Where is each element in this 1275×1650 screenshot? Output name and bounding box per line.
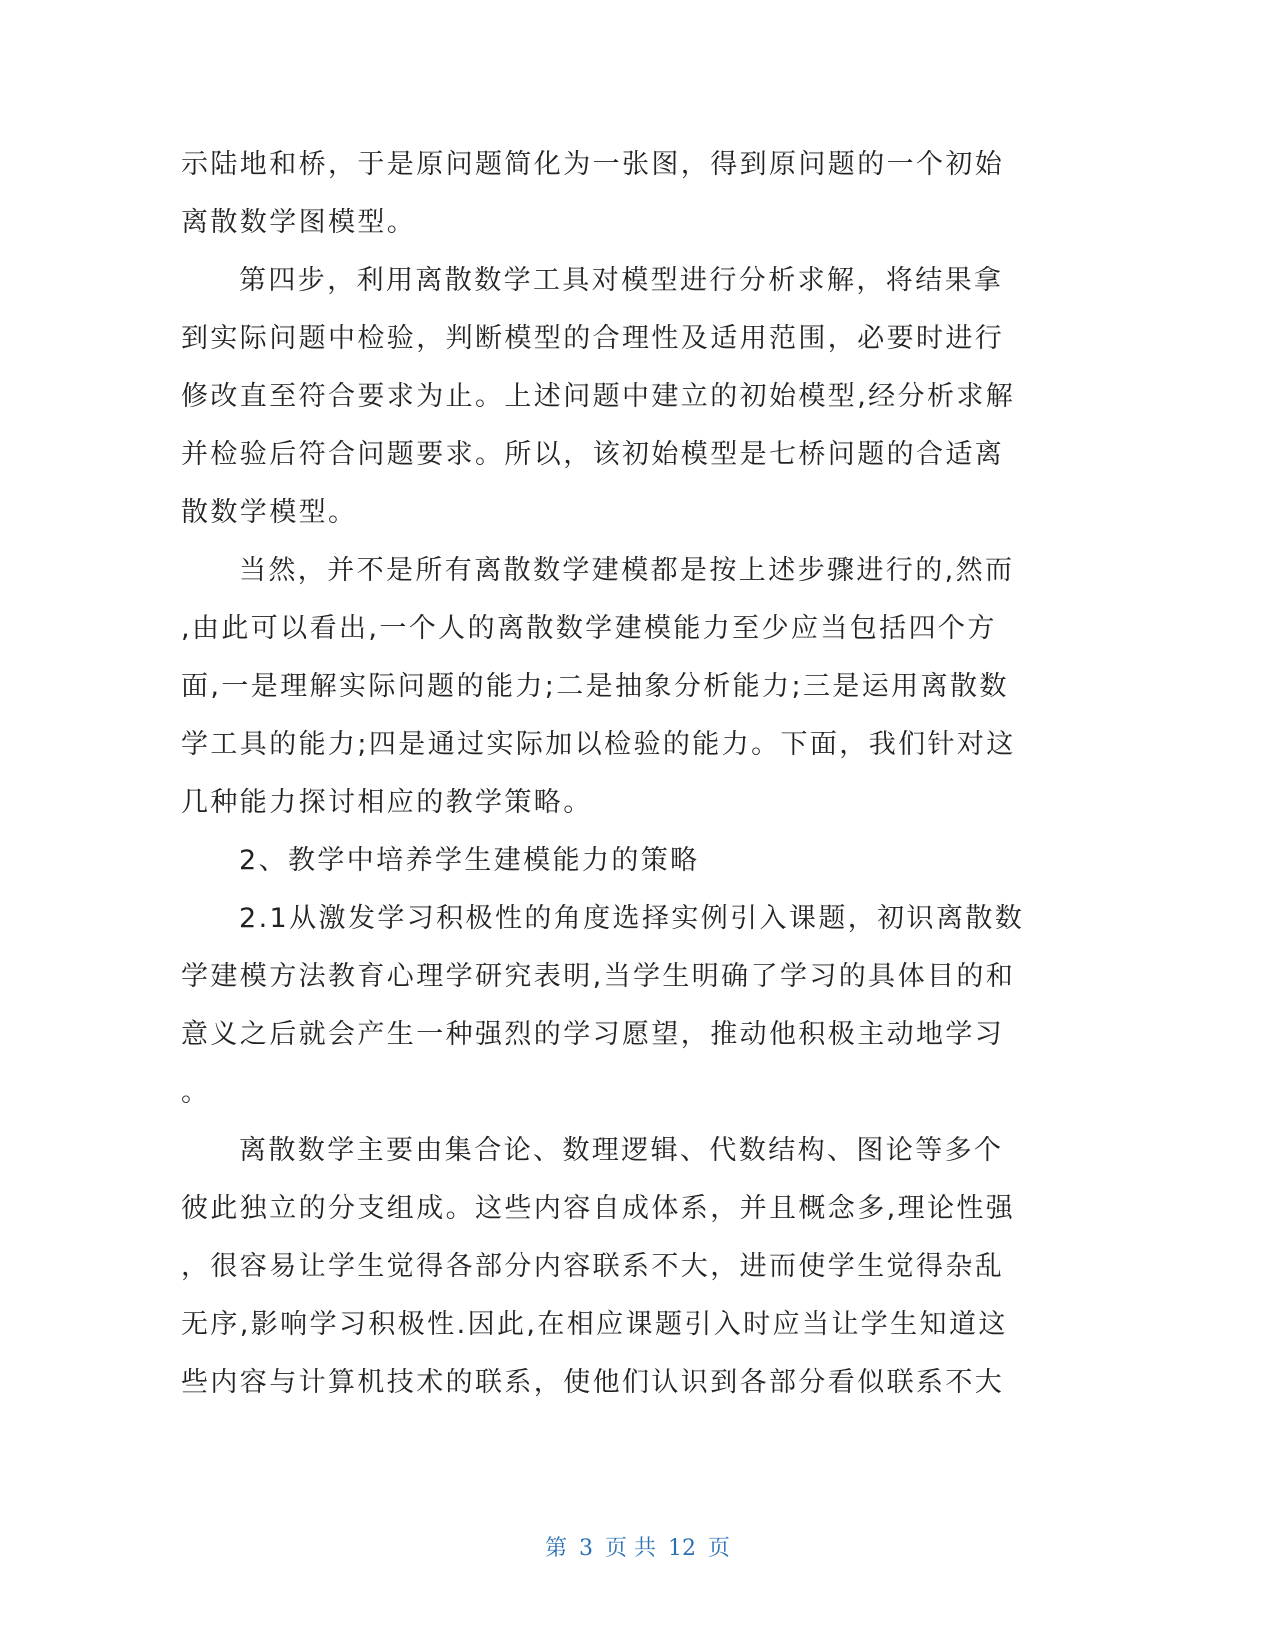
text-line: 彼此独立的分支组成。这些内容自成体系，并且概念多,理论性强 [181, 1193, 1016, 1224]
text-line: 意义之后就会产生一种强烈的学习愿望，推动他积极主动地学习 [181, 1019, 1005, 1050]
section-heading: 2、教学中培养学生建模能力的策略 [239, 845, 700, 876]
text-line: 离散数学主要由集合论、数理逻辑、代数结构、图论等多个 [239, 1135, 1004, 1166]
text-line: 些内容与计算机技术的联系，使他们认识到各部分看似联系不大 [181, 1367, 1005, 1398]
footer-prefix: 第 [544, 1536, 567, 1561]
total-pages-number: 12 [668, 1536, 696, 1561]
text-line: 离散数学图模型。 [181, 207, 417, 238]
text-line: 修改直至符合要求为止。上述问题中建立的初始模型,经分析求解 [181, 381, 1016, 412]
text-line: 到实际问题中检验，判断模型的合理性及适用范围，必要时进行 [181, 323, 1005, 354]
text-line: 示陆地和桥，于是原问题简化为一张图，得到原问题的一个初始 [181, 149, 1005, 180]
footer-middle: 页 共 [605, 1536, 656, 1561]
text-line: 当然，并不是所有离散数学建模都是按上述步骤进行的,然而 [239, 555, 1015, 586]
page-footer [0, 1534, 1275, 1564]
text-line: 。 [181, 1077, 211, 1108]
text-line: ,由此可以看出,一个人的离散数学建模能力至少应当包括四个方 [181, 613, 997, 644]
text-line: 面,一是理解实际问题的能力;二是抽象分析能力;三是运用离散数 [181, 671, 1009, 702]
subsection-heading: 2.1从激发学习积极性的角度选择实例引入课题，初识离散数 [239, 903, 1025, 934]
text-line: 散数学模型。 [181, 497, 358, 528]
text-line: ，很容易让学生觉得各部分内容联系不大，进而使学生觉得杂乱 [181, 1251, 1005, 1282]
footer-suffix: 页 [708, 1536, 731, 1561]
text-line: 学工具的能力;四是通过实际加以检验的能力。下面，我们针对这 [181, 729, 1016, 760]
text-line: 并检验后符合问题要求。所以，该初始模型是七桥问题的合适离 [181, 439, 1005, 470]
text-line: 无序,影响学习积极性.因此,在相应课题引入时应当让学生知道这 [181, 1309, 1008, 1340]
text-line: 第四步，利用离散数学工具对模型进行分析求解，将结果拿 [239, 265, 1004, 296]
current-page-number: 3 [579, 1536, 593, 1561]
text-line: 学建模方法教育心理学研究表明,当学生明确了学习的具体目的和 [181, 961, 1016, 992]
text-line: 几种能力探讨相应的教学策略。 [181, 787, 593, 818]
